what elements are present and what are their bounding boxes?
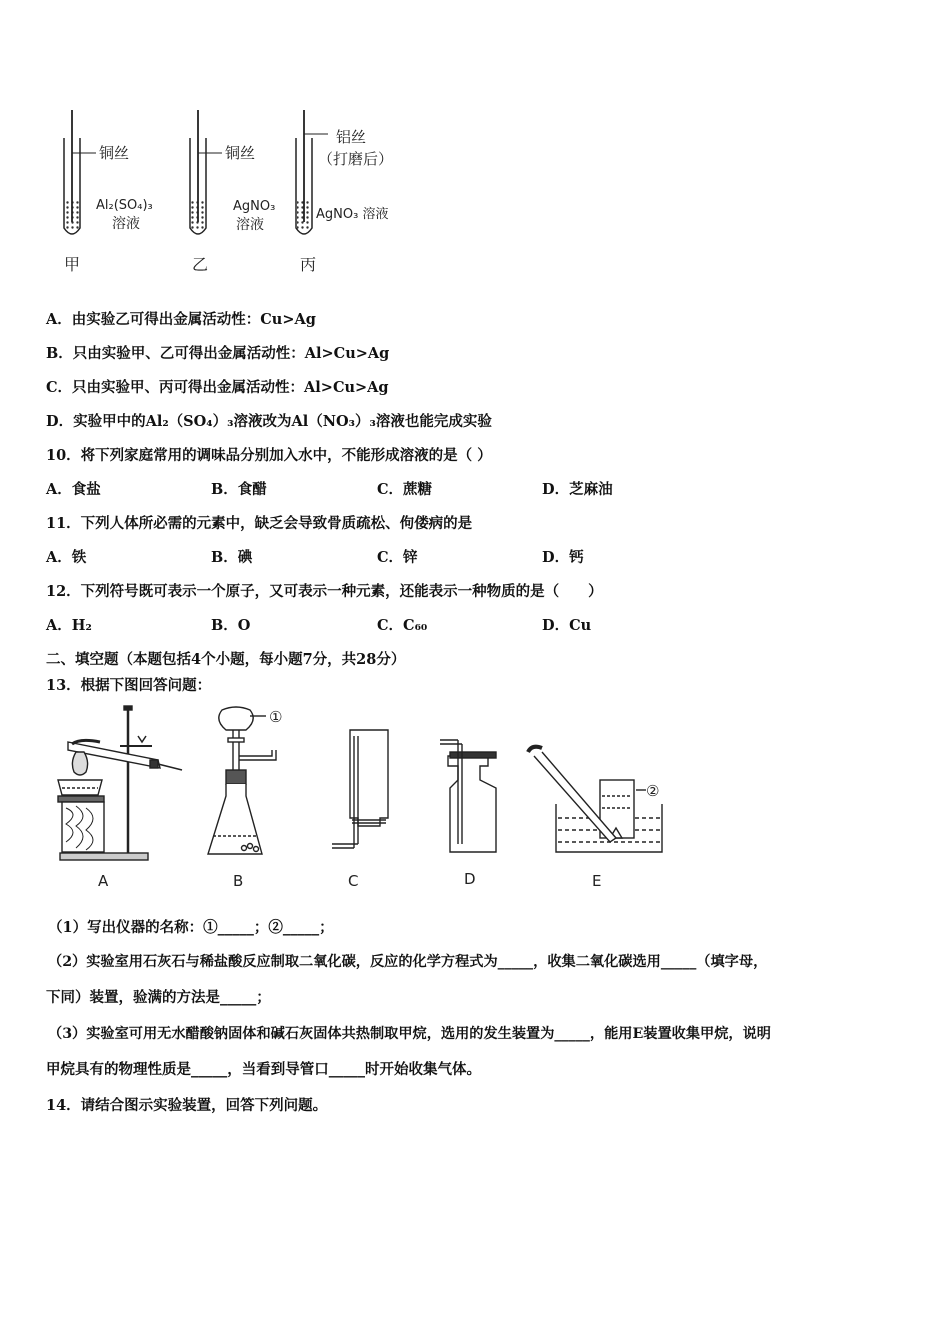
apparatus-d: [440, 740, 496, 852]
q10-option-a: A．食盐: [46, 481, 101, 498]
apparatus-e-label: E: [592, 872, 602, 890]
tube-yi: [190, 110, 275, 274]
tube-yi-solution-label: AgNO₃: [233, 199, 276, 214]
tube-jia-solution-label2: 溶液: [112, 216, 140, 232]
test-tube-figure: [50, 100, 430, 280]
q11-option-c: C．锌: [377, 549, 418, 566]
apparatus-d-label: D: [464, 870, 476, 888]
q11-stem: 11．下列人体所必需的元素中，缺乏会导致骨质疏松、佝偻病的是: [46, 515, 473, 532]
tube-yi-name: 乙: [192, 255, 209, 274]
apparatus-marker-1: ①: [269, 708, 283, 726]
q9-option-a: A．由实验乙可得出金属活动性：Cu>Ag: [46, 311, 316, 328]
q12-option-d: D．Cu: [542, 617, 592, 634]
tube-jia: [64, 110, 153, 274]
apparatus-c-label: C: [348, 872, 359, 890]
apparatus-c: [332, 730, 388, 848]
apparatus-e: [528, 747, 662, 852]
q13-part3-line2: 甲烷具有的物理性质是_____，当看到导管口_____时开始收集气体。: [46, 1061, 481, 1078]
q13-part2-line1: （2）实验室用石灰石与稀盐酸反应制取二氧化碳，反应的化学方程式为_____，收集二氧化碳选用_____（填字母，: [48, 954, 768, 970]
q12-option-a: A．H₂: [46, 617, 92, 634]
apparatus-marker-2: ②: [646, 782, 660, 800]
q12-option-c: C．C₆₀: [377, 617, 428, 634]
tube-jia-solution-label: Al₂(SO₄)₃: [96, 198, 153, 213]
q10-option-d: D．芝麻油: [542, 481, 613, 498]
apparatus-figure: [50, 700, 680, 895]
q9-option-c: C．只由实验甲、丙可得出金属活动性：Al>Cu>Ag: [46, 379, 389, 396]
q11-option-d: D．钙: [542, 549, 584, 566]
q9-option-d: D．实验甲中的Al₂（SO₄）₃溶液改为Al（NO₃）₃溶液也能完成实验: [46, 413, 492, 430]
tube-yi-solution-label2: 溶液: [236, 217, 264, 233]
tube-bing-name: 丙: [300, 255, 317, 274]
q13-part2-line2: 下同）装置，验满的方法是_____；: [46, 989, 271, 1006]
q10-option-c: C．蔗糖: [377, 481, 433, 498]
apparatus-b-label: B: [233, 872, 244, 890]
tube-bing: [296, 110, 393, 274]
q11-option-b: B．碘: [211, 549, 253, 566]
tube-jia-wire-label: 铜丝: [99, 144, 130, 162]
q13-stem: 13．根据下图回答问题：: [46, 677, 212, 694]
q9-option-b: B．只由实验甲、乙可得出金属活动性：Al>Cu>Ag: [46, 345, 390, 362]
q14-stem: 14．请结合图示实验装置，回答下列问题。: [46, 1097, 328, 1114]
tube-bing-wire-note: （打磨后）: [318, 150, 394, 168]
q10-stem: 10．将下列家庭常用的调味品分别加入水中，不能形成溶液的是（ ）: [46, 447, 492, 464]
q12-option-b: B．O: [211, 617, 251, 634]
q10-option-b: B．食醋: [211, 481, 267, 498]
tube-bing-solution-label: AgNO₃ 溶液: [316, 207, 389, 222]
apparatus-b: [208, 707, 276, 854]
q13-part3-line1: （3）实验室可用无水醋酸钠固体和碱石灰固体共热制取甲烷，选用的发生装置为_____，能用E装置收集甲烷，说明: [48, 1026, 771, 1042]
section-heading: 二、填空题（本题包括4个小题，每小题7分，共28分）: [46, 651, 406, 668]
q12-stem: 12．下列符号既可表示一个原子，又可表示一种元素，还能表示一种物质的是（ ）: [46, 583, 603, 600]
apparatus-a-label: A: [98, 872, 109, 890]
q11-option-a: A．铁: [46, 549, 87, 566]
apparatus-a: [58, 706, 182, 860]
q13-part1: （1）写出仪器的名称：①_____；②_____；: [48, 919, 334, 936]
tube-yi-wire-label: 铜丝: [225, 144, 256, 162]
tube-bing-wire-label: 铝丝: [336, 128, 367, 146]
tube-jia-name: 甲: [64, 255, 81, 274]
